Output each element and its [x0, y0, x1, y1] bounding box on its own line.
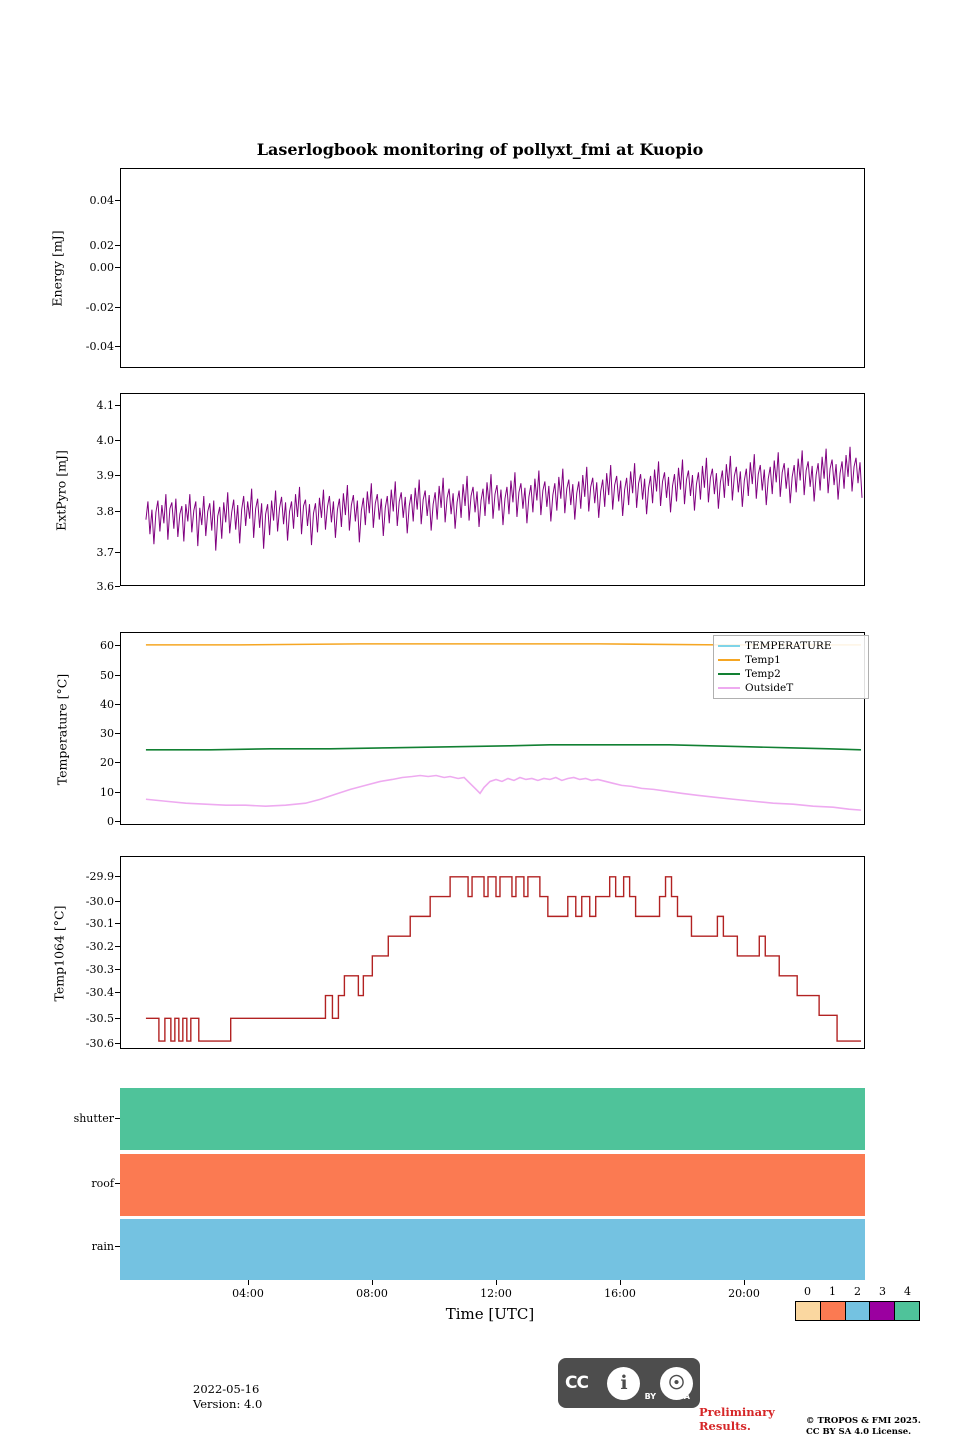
x-tick-line-1 — [372, 1280, 373, 1285]
temp1064-ytick-1: -30.0 — [85, 895, 114, 908]
energy-ytick-4: -0.04 — [85, 340, 114, 353]
legend-label-temp1: Temp1 — [745, 654, 781, 666]
x-tick-label-0: 04:00 — [232, 1287, 264, 1300]
legend-item-temp1 — [718, 653, 862, 667]
temp1064-ytick-5: -30.4 — [85, 986, 114, 999]
temperature-ytick-1: 50 — [100, 669, 114, 682]
temp1064-tick-line-7 — [115, 1043, 120, 1044]
energy-ytick-1: 0.02 — [89, 239, 114, 252]
temp1064-ytick-6: -30.5 — [85, 1012, 114, 1025]
x-tick-line-3 — [620, 1280, 621, 1285]
status-ylabel-roof: roof — [91, 1177, 114, 1190]
extpyro-ytick-2: 3.9 — [96, 469, 114, 482]
temp1064-tick-line-0 — [115, 876, 120, 877]
outsidet-series — [146, 776, 861, 811]
extpyro-tick-line-4 — [115, 552, 120, 553]
status-ylabel-rain: rain — [91, 1240, 114, 1253]
energy-ylabel: Energy [mJ] — [49, 230, 65, 307]
extpyro-ytick-3: 3.8 — [96, 505, 114, 518]
extpyro-tick-line-5 — [115, 586, 120, 587]
temp1064-ytick-2: -30.1 — [85, 917, 114, 930]
colorbar-cell-0 — [796, 1302, 821, 1320]
energy-tick-line-2 — [115, 267, 120, 268]
temperature-tick-line-6 — [115, 821, 120, 822]
temp1064-ylabel: Temp1064 [°C] — [51, 905, 67, 1002]
cc-sa-icon: ☉ — [660, 1367, 693, 1400]
energy-ytick-0: 0.04 — [89, 194, 114, 207]
temp1064-tick-line-1 — [115, 901, 120, 902]
extpyro-ytick-1: 4.0 — [96, 434, 114, 447]
energy-tick-line-3 — [115, 307, 120, 308]
temp1064-tick-line-5 — [115, 992, 120, 993]
cc-by-label: BY — [644, 1392, 657, 1401]
legend-label-temp2: Temp2 — [745, 668, 781, 680]
temp1064-ytick-3: -30.2 — [85, 940, 114, 953]
temperature-ytick-6: 0 — [107, 815, 114, 828]
page-title: Laserlogbook monitoring of pollyxt_fmi at Kuopio — [256, 140, 704, 159]
extpyro-axes — [120, 393, 865, 586]
temperature-ytick-2: 40 — [100, 698, 114, 711]
status-tick-line-shutter — [115, 1118, 120, 1119]
colorbar-tick-2: 2 — [854, 1285, 861, 1298]
extpyro-tick-line-3 — [115, 511, 120, 512]
legend-label-outsidet: OutsideT — [745, 682, 794, 694]
temperature-ytick-3: 30 — [100, 727, 114, 740]
status-row-shutter — [120, 1088, 865, 1150]
legend-swatch-temperature — [718, 645, 740, 647]
temp1064-ytick-4: -30.3 — [85, 963, 114, 976]
colorbar-cell-4 — [895, 1302, 919, 1320]
extpyro-ytick-5: 3.6 — [96, 580, 114, 593]
energy-tick-line-0 — [115, 200, 120, 201]
temp1064-ytick-0: -29.9 — [85, 870, 114, 883]
extpyro-tick-line-1 — [115, 440, 120, 441]
temp1064-tick-line-6 — [115, 1018, 120, 1019]
energy-ytick-3: -0.02 — [85, 301, 114, 314]
colorbar-tick-1: 1 — [829, 1285, 836, 1298]
colorbar-ticks — [795, 1285, 920, 1298]
colorbar-tick-3: 3 — [879, 1285, 886, 1298]
temperature-tick-line-5 — [115, 792, 120, 793]
extpyro-ylabel: ExtPyro [mJ] — [53, 450, 69, 531]
extpyro-tick-line-0 — [115, 405, 120, 406]
temp1064-tick-line-2 — [115, 923, 120, 924]
x-tick-label-4: 20:00 — [728, 1287, 760, 1300]
legend-label-temperature: TEMPERATURE — [745, 640, 832, 652]
cc-license-labels — [558, 1392, 700, 1401]
colorbar-cell-1 — [821, 1302, 846, 1320]
colorbar-tick-0: 0 — [804, 1285, 811, 1298]
status-row-roof — [120, 1154, 865, 1216]
x-tick-line-4 — [744, 1280, 745, 1285]
footer-date — [193, 1382, 262, 1412]
temperature-tick-line-4 — [115, 762, 120, 763]
temp1064-ytick-7: -30.6 — [85, 1037, 114, 1050]
extpyro-plot — [121, 394, 864, 585]
copyright-note — [806, 1416, 921, 1438]
legend-swatch-temp1 — [718, 659, 740, 661]
colorbar-cell-2 — [846, 1302, 871, 1320]
temp1064-tick-line-4 — [115, 969, 120, 970]
preliminary-line-1: Preliminary — [699, 1405, 775, 1419]
x-tick-line-2 — [496, 1280, 497, 1285]
legend-swatch-outsidet — [718, 687, 740, 689]
temp2-series — [146, 745, 861, 750]
footer-date-value: 2022-05-16 — [193, 1382, 260, 1396]
copyright-line-1: © TROPOS & FMI 2025. — [806, 1416, 921, 1426]
colorbar-tick-4: 4 — [904, 1285, 911, 1298]
temperature-ytick-4: 20 — [100, 756, 114, 769]
cc-sa-label: SA — [678, 1392, 690, 1401]
status-row-rain — [120, 1219, 865, 1280]
extpyro-series — [146, 447, 862, 551]
extpyro-ytick-0: 4.1 — [96, 399, 114, 412]
x-tick-label-1: 08:00 — [356, 1287, 388, 1300]
temp1064-plot — [121, 857, 864, 1048]
x-tick-label-2: 12:00 — [480, 1287, 512, 1300]
temperature-tick-line-1 — [115, 675, 120, 676]
status-ylabel-shutter: shutter — [73, 1112, 114, 1125]
colorbar-cell-3 — [870, 1302, 895, 1320]
copyright-line-2: CC BY SA 4.0 License. — [806, 1427, 912, 1437]
x-tick-label-3: 16:00 — [604, 1287, 636, 1300]
extpyro-tick-line-2 — [115, 475, 120, 476]
x-tick-line-0 — [248, 1280, 249, 1285]
temperature-ytick-5: 10 — [100, 786, 114, 799]
temperature-ytick-0: 60 — [100, 639, 114, 652]
legend-item-temp2 — [718, 667, 862, 681]
temperature-tick-line-3 — [115, 733, 120, 734]
x-axis-label: Time [UTC] — [445, 1305, 535, 1323]
legend-item-temperature — [718, 639, 862, 653]
energy-ytick-2: 0.00 — [89, 261, 114, 274]
temperature-tick-line-2 — [115, 704, 120, 705]
cc-by-icon: i — [607, 1367, 640, 1400]
legend-swatch-temp2 — [718, 673, 740, 675]
temperature-legend — [713, 635, 869, 699]
status-colorbar — [795, 1301, 920, 1321]
preliminary-line-2: Results. — [699, 1419, 751, 1433]
status-axes — [120, 1088, 865, 1280]
cc-text: CC — [565, 1373, 588, 1393]
status-tick-line-roof — [115, 1183, 120, 1184]
energy-axes — [120, 168, 865, 368]
temperature-ylabel: Temperature [°C] — [54, 673, 70, 786]
energy-tick-line-1 — [115, 245, 120, 246]
energy-tick-line-4 — [115, 346, 120, 347]
temp1064-tick-line-3 — [115, 946, 120, 947]
temperature-tick-line-0 — [115, 645, 120, 646]
status-tick-line-rain — [115, 1246, 120, 1247]
preliminary-results-note — [699, 1405, 775, 1433]
legend-item-outsidet — [718, 681, 862, 695]
extpyro-ytick-4: 3.7 — [96, 546, 114, 559]
temp1064-series — [146, 877, 861, 1041]
temp1064-axes — [120, 856, 865, 1049]
footer-version: Version: 4.0 — [193, 1397, 263, 1411]
